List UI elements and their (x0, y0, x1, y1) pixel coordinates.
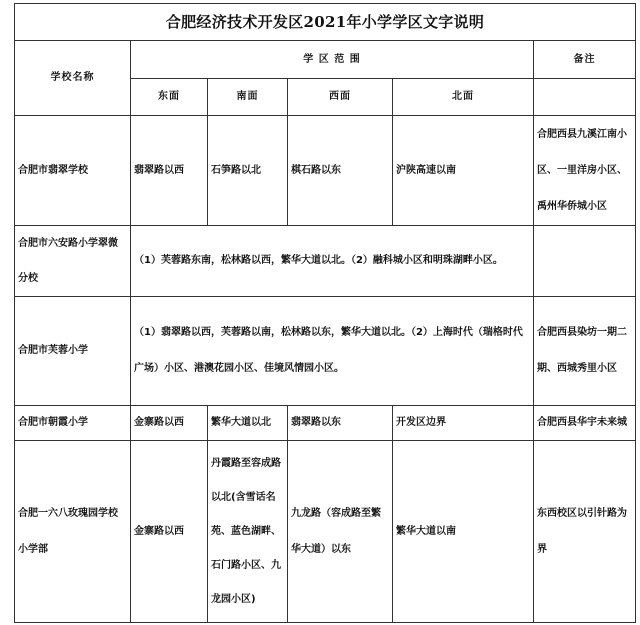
north-cell: 开发区边界 (392, 405, 534, 441)
school-name-cell: 合肥市翡翠学校 (14, 115, 131, 226)
remarks-cell: 东西校区以引针路为界 (533, 440, 636, 623)
district-range-cell: （1）芙蓉路东南，松林路以西，繁华大道以北。（2）融科城小区和明珠湖畔小区。 (130, 225, 534, 297)
header-east: 东面 (130, 78, 208, 116)
remarks-cell: 合肥西县九溪江南小区、一里洋房小区、禹州华侨城小区 (533, 115, 636, 226)
school-district-table (14, 3, 636, 623)
header-remarks-empty (533, 78, 636, 116)
school-name-cell: 合肥市芙蓉小学 (14, 296, 131, 406)
header-north: 北面 (392, 78, 534, 116)
south-cell: 石笋路以北 (207, 115, 288, 226)
district-range-cell: （1）翡翠路以西，芙蓉路以南，松林路以东，繁华大道以北。（2）上海时代（瑞格时代广场）小区、港澳花园小区、佳境风情园小区。 (130, 296, 534, 406)
remarks-cell: 合肥西县染坊一期二期、西城秀里小区 (533, 296, 636, 406)
header-remarks: 备注 (533, 40, 636, 79)
north-cell: 沪陕高速以南 (392, 115, 534, 226)
table-title: 合肥经济技术开发区2021年小学学区文字说明 (14, 3, 636, 41)
school-name-cell: 合肥市朝霞小学 (14, 405, 131, 441)
east-cell: 翡翠路以西 (130, 115, 208, 226)
west-cell: 翡翠路以东 (287, 405, 393, 441)
south-cell: 丹霞路至容成路以北(含雪话名苑、蓝色湖畔、石门路小区、九龙园小区) (207, 440, 288, 623)
remarks-cell: 合肥西县华宇未来城 (533, 405, 636, 441)
remarks-cell (533, 225, 636, 297)
header-west: 西面 (287, 78, 393, 116)
north-cell: 繁华大道以南 (392, 440, 534, 623)
west-cell: 九龙路（容成路至繁华大道）以东 (287, 440, 393, 623)
west-cell: 棋石路以东 (287, 115, 393, 226)
school-name-cell: 合肥市六安路小学翠微分校 (14, 225, 131, 297)
east-cell: 金寨路以西 (130, 440, 208, 623)
east-cell: 金寨路以西 (130, 405, 208, 441)
header-school-name: 学校名称 (14, 40, 131, 116)
south-cell: 繁华大道以北 (207, 405, 288, 441)
header-district-range: 学 区 范 围 (130, 40, 534, 79)
school-name-cell: 合肥一六八玫瑰园学校小学部 (14, 440, 131, 623)
header-south: 南面 (207, 78, 288, 116)
